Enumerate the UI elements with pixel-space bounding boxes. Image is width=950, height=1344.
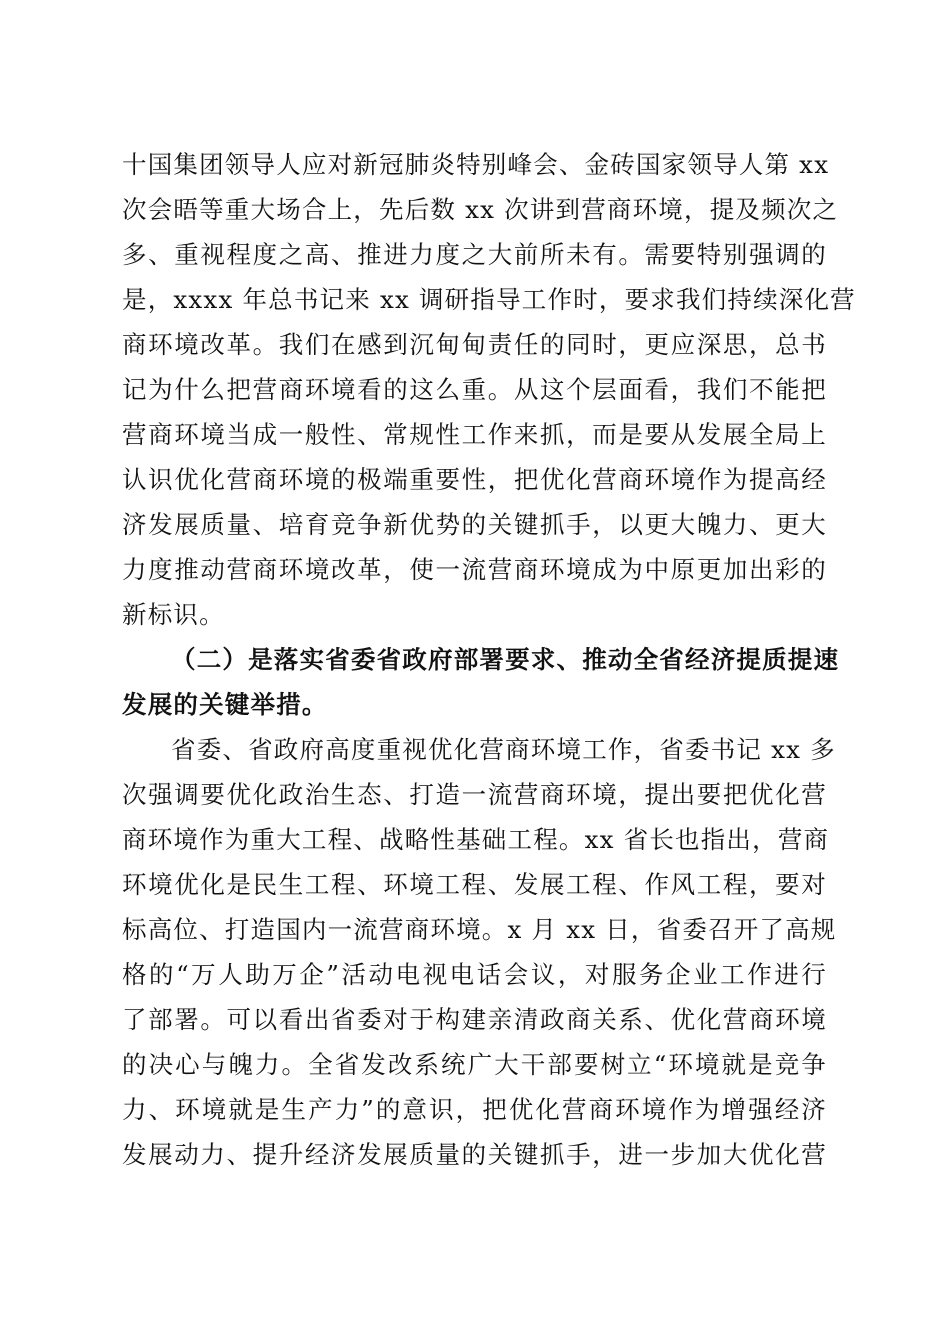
paragraph-line: 次强调要优化政治生态、打造一流营商环境，提出要把优化营: [122, 780, 827, 809]
paragraph-line: 记为什么把营商环境看的这么重。从这个层面看，我们不能把: [122, 375, 827, 404]
paragraph-line: 商环境改革。我们在感到沉甸甸责任的同时，更应深思，总书: [122, 330, 827, 359]
paragraph-line: 格的“万人助万企”活动电视电话会议，对服务企业工作进行: [122, 960, 827, 989]
paragraph-line: 力度推动营商环境改革，使一流营商环境成为中原更加出彩的: [122, 555, 827, 584]
paragraph-line: 新标识。: [122, 600, 225, 629]
paragraph-line: 次会晤等重大场合上，先后数 xx 次讲到营商环境，提及频次之: [122, 195, 839, 224]
paragraph-line: 十国集团领导人应对新冠肺炎特别峰会、金砖国家领导人第 xx: [122, 150, 830, 179]
paragraph-line: 省委、省政府高度重视优化营商环境工作，省委书记 xx 多: [171, 735, 836, 764]
paragraph-line: 多、重视程度之高、推进力度之大前所未有。需要特别强调的: [122, 240, 827, 269]
paragraph-line: 济发展质量、培育竞争新优势的关键抓手，以更大魄力、更大: [122, 510, 827, 539]
paragraph-line: 了部署。可以看出省委对于构建亲清政商关系、优化营商环境: [122, 1005, 827, 1034]
paragraph-line: 认识优化营商环境的极端重要性，把优化营商环境作为提高经: [122, 465, 827, 494]
paragraph-line: 力、环境就是生产力”的意识，把优化营商环境作为增强经济: [122, 1095, 827, 1124]
paragraph-line: 的决心与魄力。全省发改系统广大干部要树立“环境就是竞争: [122, 1050, 827, 1079]
paragraph-line: 标高位、打造国内一流营商环境。x 月 xx 日，省委召开了高规: [122, 915, 837, 944]
paragraph-line: 商环境作为重大工程、战略性基础工程。xx 省长也指出，营商: [122, 825, 830, 854]
document-body: [122, 142, 856, 1177]
section-heading-line: （二）是落实省委省政府部署要求、推动全省经济提质提速: [171, 645, 840, 674]
paragraph-line: 发展动力、提升经济发展质量的关键抓手，进一步加大优化营: [122, 1140, 827, 1169]
paragraph-line: 营商环境当成一般性、常规性工作来抓，而是要从发展全局上: [122, 420, 827, 449]
section-heading-line: 发展的关键举措。: [122, 690, 328, 719]
paragraph-line: 是，xxxx 年总书记来 xx 调研指导工作时，要求我们持续深化营: [122, 285, 856, 314]
paragraph-line: 环境优化是民生工程、环境工程、发展工程、作风工程，要对: [122, 870, 827, 899]
